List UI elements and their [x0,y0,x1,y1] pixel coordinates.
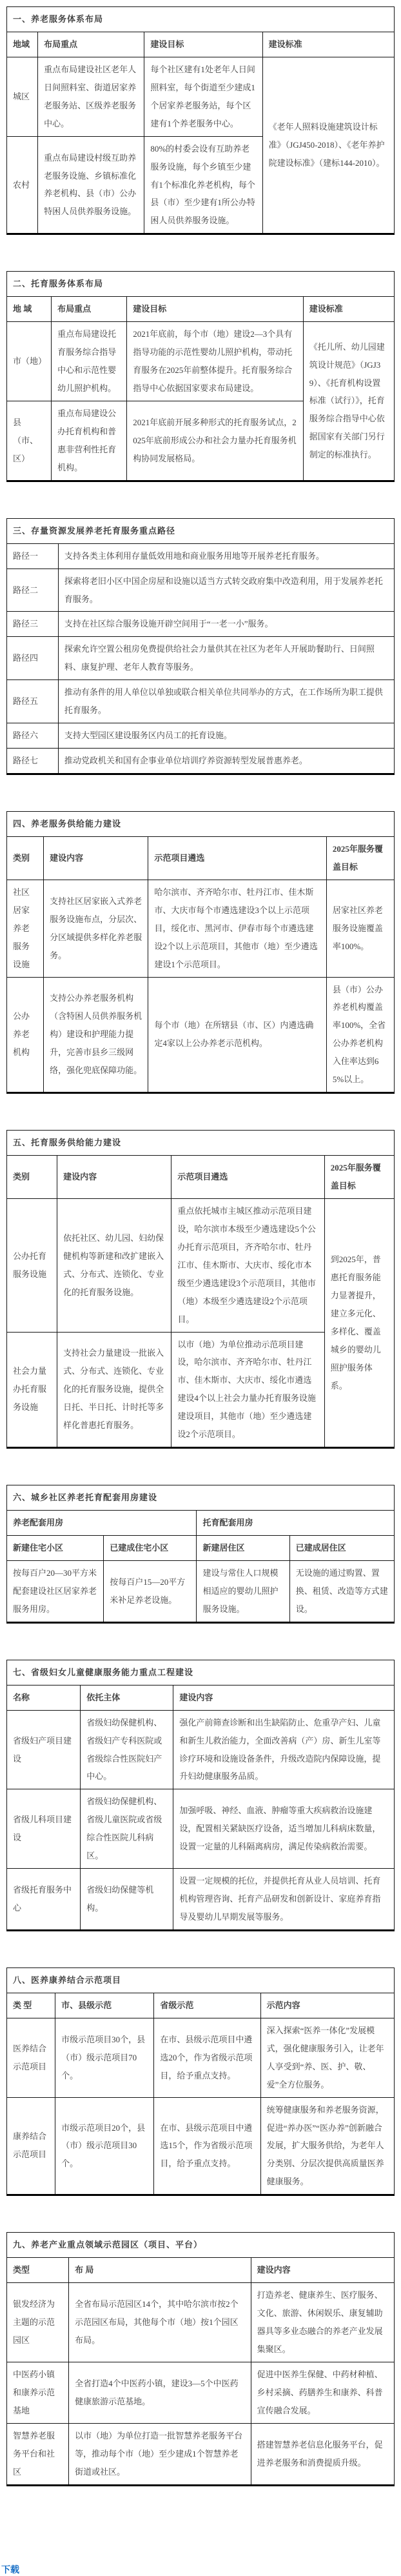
table-cell: 按每百户20—30平方米配套建设社区居家养老服务用房。 [7,1560,104,1622]
table-cell: 统筹健康服务和养老服务资源，促进“养办医”“医办养”创新融合发展，扩大服务供给，为老年人分类别、分层次提供高质量医养健康服务。 [260,2097,394,2195]
table-header-row [7,836,395,880]
table-title: 四、养老服务供给能力建设 [7,812,395,837]
column-header: 建设内容 [44,836,148,880]
column-header: 建设标准 [303,297,394,322]
table-cell: 重点布局建设公办托育机构和普惠非营利性托育机构。 [52,401,127,481]
table-row [7,637,395,680]
table-title-row [7,2233,395,2258]
table-title-row [7,272,395,297]
table-cell: 市级示范项目30个，县（市）级示范项目70个。 [55,2018,154,2097]
table-cell: 按每百户15—20平方米补足养老设施。 [104,1560,197,1622]
table-cell: 县（市、区） [7,401,52,481]
table-cell: 搭建智慧养老信息化服务平台，促进养老服务和消费提质升级。 [251,2423,394,2485]
table-row [7,2283,395,2362]
table-row [7,2362,395,2423]
table-header-row [7,1511,395,1536]
column-header: 依托主体 [81,1685,173,1710]
table-cell: 全省打造4个中医药小镇，建设3—5个中医药健康旅游示范基地。 [69,2362,251,2423]
column-header: 类 型 [7,1993,55,2018]
table-cell: 依托社区、幼儿园、妇幼保健机构等新建和改扩建嵌入式、分布式、连锁化、专业化的托育服务设施。 [57,1198,171,1332]
table-cell: 省级托育服务中心 [7,1869,81,1931]
table-cell: 探索允许空置公租房免费提供给社会力量供其在社区为老年人开展助餐助行、日间照料、康复护理、老年人教育等服务。 [58,637,394,680]
table-cell: 打造养老、健康养生、医疗服务、文化、旅游、休闲娱乐、康复辅助器具等多业态融合的养老产业发展集聚区。 [251,2283,394,2362]
table-title-row [7,1485,395,1511]
table-cell: 路径五 [7,680,59,723]
table-row [7,322,395,401]
table-row [7,1710,395,1789]
table-cell: 深入探索“医养一体化”发展模式，强化健康服务引入，让老年人享受到“养、医、护、敬、爱”全方位服务。 [260,2018,394,2097]
table-cell: 路径四 [7,637,59,680]
table-cell: 推动有条件的用人单位以单独或联合相关单位共同举办的方式，在工作场所为职工提供托育服务。 [58,680,394,723]
table-cell: 《老年人照料设施建筑设计标准》（JGJ450-2018）、《老年养护院建设标准》（建标144-2010）。 [262,57,394,234]
column-header: 类别 [7,1156,57,1199]
table-row [7,612,395,637]
table-title-row [7,812,395,837]
table-cell: 公办托育服务设施 [7,1198,57,1332]
table-cell: 每个社区建有1处老年人日间照料室，每个街道至少建成1个居家养老服务站，每个区建有1个养老服务中心。 [144,57,262,136]
table-cell: 支持在社区综合服务设施开辟空间用于“一老一小”服务。 [58,612,394,637]
table-title: 五、托育服务供给能力建设 [7,1131,395,1156]
column-header: 建设内容 [251,2258,394,2283]
column-header: 已建成居住区 [289,1536,394,1561]
column-header: 类型 [7,2258,69,2283]
table-cell: 以市（地）为单位打造一批智慧养老服务平台等，推动每个市（地）至少建成1个智慧养老街道或社区。 [69,2423,251,2485]
column-header: 养老配套用房 [7,1511,197,1536]
table-cell: 无设施的通过购置、置换、租赁、改造等方式建设。 [289,1560,394,1622]
table-women-children-health-projects [6,1660,395,1931]
table-header-row [7,32,395,57]
table-row [7,2018,395,2097]
column-header: 示范项目遴选 [171,1156,324,1199]
table-cell: 城区 [7,57,38,136]
table-cell: 重点布局建设社区老年人日间照料室、街道居家养老服务站、区级养老服务中心。 [38,57,144,136]
table-cell: 省级妇幼保健机构、省级儿童医院或省级综合性医院儿科病区。 [81,1789,173,1869]
table-cell: 设置一定规模的托位，并提供托育从业人员培训、托育机构管理咨询、托育产品研发和创新设计、家庭养育指导及婴幼儿早期发展等服务。 [173,1869,395,1931]
table-cell: 中医药小镇和康养示范基地 [7,2362,69,2423]
column-header: 2025年服务覆盖目标 [326,836,394,880]
table-cell: 智慧养老服务平台和社 区 [7,2423,69,2485]
table-cell: 支持大型园区建设服务区内员工的托育设施。 [58,723,394,749]
column-header: 新建住宅小区 [7,1536,104,1561]
table-cell: 支持各类主体利用存量低效用地和商业服务用地等开展养老托育服务。 [58,543,394,569]
table-cell: 社区居家养老服务设施 [7,880,44,977]
table-cell: 全省布局示范园区14个，其中哈尔滨市按2个示范园区布局，其他每个市（地）按1个园区布局。 [69,2283,251,2362]
column-header: 已建成住宅小区 [104,1536,197,1561]
table-cell: 银发经济为主题的示范园区 [7,2283,69,2362]
table-childcare-service-supply-capacity [6,1130,395,1449]
table-cell: 以市（地）为单位推动示范项目建设，哈尔滨市、齐齐哈尔市、牡丹江市、佳木斯市、大庆市、绥化市遴选建设4个以上社会力量办托育服务设施建设项目，其他市（地）至少遴选建设2个示范项目。 [171,1332,324,1448]
column-header: 类别 [7,836,44,880]
table-cell: 支持公办养老服务机构（含特困人员供养服务机构）建设和护理能力提升，完善市县乡三级网络，强化兜底保障功能。 [44,977,148,1093]
table-cell: 市级示范项目20个，县（市）级示范项目30个。 [55,2097,154,2195]
column-header: 布 局 [69,2258,251,2283]
table-cell: 2021年底前，每个市（地）建设2—3个具有指导功能的示范性婴幼儿照护机构，带动托育服务在2025年前整体提升。托育服务综合指导中心依据国家要求布局建设。 [127,322,303,401]
column-header: 建设内容 [57,1156,171,1199]
table-cell: 重点布局建设托育服务综合指导中心和示范性婴幼儿照护机构。 [52,322,127,401]
table-title: 八、医养康养结合示范项目 [7,1967,395,1993]
table-title: 二、托育服务体系布局 [7,272,395,297]
table-title: 七、省级妇女儿童健康服务能力重点工程建设 [7,1660,395,1685]
table-cell: 县（市）公办养老机构覆盖率100%，全省公办养老机构入住率达到65%以上。 [326,977,394,1093]
table-cell: 《托儿所、幼儿园建筑设计规范》（JGJ39）、《托育机构设置标准（试行）》，托育服务综合指导中心依据国家有关部门另行制定的标准执行。 [303,322,394,481]
table-cell: 重点依托城市主城区推动示范项目建设，哈尔滨市本级至少遴选建设5个公办托育示范项目，齐齐哈尔市、牡丹江市、佳木斯市、大庆市、绥化市本级至少遴选建设3个示范项目，其他市（地）本级至少遴选建设2个示范项目。 [171,1198,324,1332]
table-cell: 每个市（地）在所辖县（市、区）内遴选确定4家以上公办养老示范机构。 [148,977,326,1093]
table-elderly-service-supply-capacity [6,811,395,1094]
column-header: 布局重点 [38,32,144,57]
table-row [7,749,395,774]
table-header-row [7,1156,395,1199]
table-row [7,1869,395,1931]
table-cell: 路径六 [7,723,59,749]
column-header: 建设内容 [173,1685,395,1710]
table-stock-resources-key-paths [6,518,395,775]
table-cell: 农村 [7,136,38,234]
table-row [7,2423,395,2485]
column-header: 地域 [7,32,38,57]
table-title-row [7,7,395,32]
table-elderly-service-system-layout [6,6,395,235]
table-cell: 强化产前筛查诊断和出生缺陷防止、危重孕产妇、儿童和新生儿救治能力，全面改善病（产）房、新生儿室等诊疗环境和设施设备条件，升级改造院内保障设施，提升妇幼健康服务品质。 [173,1710,395,1789]
table-row [7,569,395,612]
table-row [7,680,395,723]
column-header: 市、县级示范 [55,1993,154,2018]
table-cell: 路径一 [7,543,59,569]
download-link[interactable]: 下载 [1,2566,19,2575]
table-cell: 路径七 [7,749,59,774]
table-row [7,57,395,136]
table-cell: 支持社会力量建设一批嵌入式、分布式、连锁化、专业化的托育服务设施，提供全日托、半日托、计时托等多样化普惠托育服务。 [57,1332,171,1448]
table-cell: 加强呼吸、神经、血液、肿瘤等重大疾病救治设施建设，配置相关紧缺医疗设备，适当增加儿科病床数量，设置一定量的儿科隔离病房，满足传染病救治需要。 [173,1789,395,1869]
table-cell: 2021年底前开展多种形式的托育服务试点，2025年底前形成公办和社会力量办托育服务机构协同发展格局。 [127,401,303,481]
column-header: 示范项目遴选 [148,836,326,880]
table-cell: 社会力量办托育服务设施 [7,1332,57,1448]
table-title: 一、养老服务体系布局 [7,7,395,32]
table-header-row [7,297,395,322]
table-header-row [7,1536,395,1561]
table-row [7,1560,395,1622]
table-cell: 医养结合示范项目 [7,2018,55,2097]
table-cell: 探索将老旧小区中国企房屋和设施以适当方式转交政府集中改造利用，用于发展养老托育服务。 [58,569,394,612]
table-cell: 省级儿科项目建设 [7,1789,81,1869]
table-title-row [7,1131,395,1156]
column-header: 布局重点 [52,297,127,322]
column-header: 托育配套用房 [197,1511,395,1536]
column-header: 建设目标 [127,297,303,322]
table-elderly-industry-demo-parks [6,2232,395,2486]
column-header: 名称 [7,1685,81,1710]
table-title: 三、存量资源发展养老托育服务重点路径 [7,518,395,543]
table-title: 九、养老产业重点领域示范园区（项目、平台） [7,2233,395,2258]
table-cell: 到2025年，普惠托育服务能力显著提升，建立多元化、多样化、覆盖城乡的婴幼儿照护服务体系。 [324,1198,394,1447]
table-medical-wellness-demo-projects [6,1967,395,2196]
table-cell: 重点布局建设村级互助养老服务设施、乡镇标准化养老机构、县（市）公办特困人员供养服务设施。 [38,136,144,234]
table-cell: 路径三 [7,612,59,637]
table-cell: 居家社区养老服务设施覆盖率100%。 [326,880,394,977]
table-title: 六、城乡社区养老托育配套用房建设 [7,1485,395,1511]
column-header: 2025年服务覆盖目标 [324,1156,394,1199]
table-cell: 80%的村委会设有互助养老服务设施，每个乡镇至少建有1个标准化养老机构，每个县（市）至少建有1所公办特困人员供养服务设施。 [144,136,262,234]
table-header-row [7,1685,395,1710]
table-cell: 支持社区居家嵌入式养老服务设施布点，分层次、分区域提供多样化养老服务。 [44,880,148,977]
table-cell: 公办养老机构 [7,977,44,1093]
table-cell: 哈尔滨市、齐齐哈尔市、牡丹江市、佳木斯市、大庆市每个市遴选建设3个以上示范项目，绥化市、黑河市、伊春市每个市遴选建设2个以上示范项目，其他市（地）至少遴选建设1个示范项目。 [148,880,326,977]
column-header: 新建居住区 [197,1536,289,1561]
table-cell: 建设与常住人口规模相适应的婴幼儿照护服务设施。 [197,1560,289,1622]
table-row [7,977,395,1093]
table-community-supporting-housing [6,1485,395,1624]
table-cell: 路径二 [7,569,59,612]
table-row [7,543,395,569]
table-row [7,723,395,749]
table-cell: 省级妇产项目建设 [7,1710,81,1789]
column-header: 省级示范 [154,1993,260,2018]
table-title-row [7,1660,395,1685]
column-header: 示范内容 [260,1993,394,2018]
column-header: 建设标准 [262,32,394,57]
table-row [7,1198,395,1332]
table-row [7,1789,395,1869]
table-cell: 在市、县级示范项目中遴选15个，作为省级示范项目，给予重点支持。 [154,2097,260,2195]
table-row [7,880,395,977]
table-cell: 省级妇幼保健等机构。 [81,1869,173,1931]
table-cell: 促进中医养生保健、中药材种植、乡村采摘、药膳养生和康养、科普宣传融合发展。 [251,2362,394,2423]
tables-container [6,6,395,2486]
table-cell: 康养结合示范项目 [7,2097,55,2195]
column-header: 建设目标 [144,32,262,57]
table-title-row [7,1967,395,1993]
table-cell: 市（地） [7,322,52,401]
table-header-row [7,1993,395,2018]
table-title-row [7,518,395,543]
table-header-row [7,2258,395,2283]
table-childcare-service-system-layout [6,271,395,481]
table-cell: 推动党政机关和国有企事业单位培训疗养资源转型发展普惠养老。 [58,749,394,774]
table-cell: 在市、县级示范项目中遴选20个，作为省级示范项目，给予重点支持。 [154,2018,260,2097]
table-cell: 省级妇幼保健机构、省级妇产专科医院或省级综合性医院妇产中心。 [81,1710,173,1789]
table-row [7,2097,395,2195]
column-header: 地 域 [7,297,52,322]
